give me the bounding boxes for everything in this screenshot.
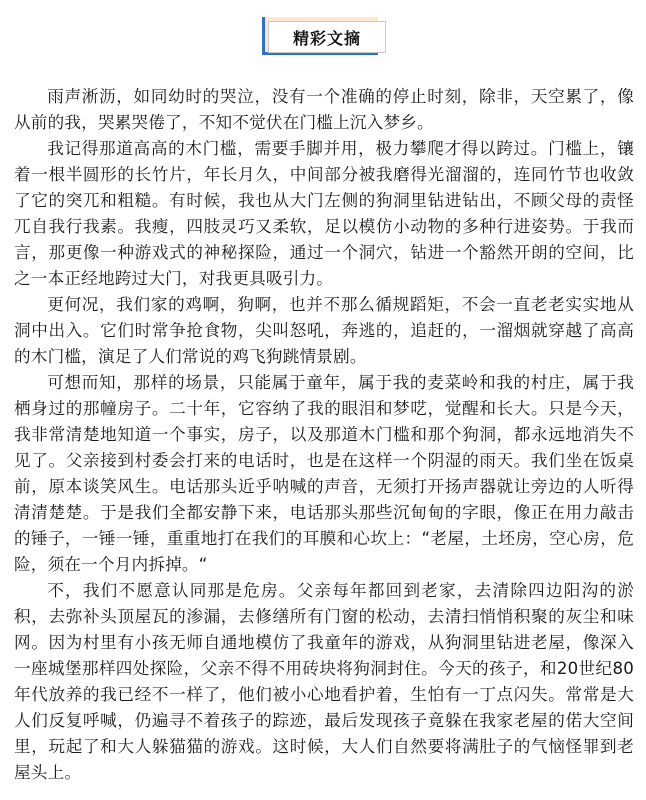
article-body (0, 84, 646, 786)
section-title: 精彩文摘 (268, 21, 386, 53)
paragraph-5: 不，我们不愿意认同那是危房。父亲每年都回到老家，去清除四边阳沟的淤积，去弥补头顶屋瓦的渗漏，去修缮所有门窗的松动，去清扫悄悄积聚的灰尘和味网。因为村里有小孩无师自通地模仿了我童年的游戏，从狗洞里钻进老屋，像深入一座城堡那样四处探险，父亲不得不用砖块将狗洞封住。今天的孩子，和20世纪80年代放养的我已经不一样了，他们被小心地看护着，生怕有一丁点闪失。常常是大人们反复呼喊，仍遍寻不着孩子的踪迹，最后发现孩子竟躲在我家老屋的偌大空间里，玩起了和大人躲猫猫的游戏。这时候，大人们自然要将满肚子的气恼怪罪到老屋头上。 (14, 581, 634, 782)
paragraph-2: 我记得那道高高的木门槛，需要手脚并用，极力攀爬才得以跨过。门槛上，镶着一根半圆形的长竹片，年长月久，中间部分被我磨得光溜溜的，连同竹节也收敛了它的突兀和粗糙。有时候，我也从大门左侧的狗洞里钻进钻出，不顾父母的责怪兀自我行我素。我瘦，四肢灵巧又柔软，足以模仿小动物的多种行进姿势。于我而言，那更像一种游戏式的神秘探险，通过一个洞穴，钻进一个豁然开朗的空间，比之一本正经地跨过大门，对我更具吸引力。 (14, 139, 634, 288)
paragraph-4: 可想而知，那样的场景，只能属于童年，属于我的麦菜岭和我的村庄，属于我栖身过的那幢房子。二十年，它容纳了我的眼泪和梦呓，觉醒和长大。只是今天，我非常清楚地知道一个事实，房子，以及那道木门槛和那个狗洞，都永远地消失不见了。父亲接到村委会打来的电话时，也是在这样一个阴湿的雨天。我们坐在饭桌前，原本谈笑风生。电话那头近乎呐喊的声音，无须打开扬声器就让旁边的人听得清清楚楚。于是我们全都安静下来，电话那头那些沉甸甸的字眼，像正在用力敲击的锤子，一锤一锤，重重地打在我们的耳膜和心坎上：“老屋，土坯房，空心房，危险，须在一个月内拆掉。“ (14, 373, 634, 574)
paragraph-3: 更何况，我们家的鸡啊，狗啊，也并不那么循规蹈矩，不会一直老老实实地从洞中出入。它们时常争抢食物，尖叫怒吼，奔逃的，追赶的，一溜烟就穿越了高高的木门槛，演足了人们常说的鸡飞狗跳情景剧。 (14, 295, 634, 366)
paragraph-1: 雨声淅沥，如同幼时的哭泣，没有一个准确的停止时刻，除非，天空累了，像从前的我，哭累哭倦了，不知不觉伏在门槛上沉入梦乡。 (14, 87, 634, 132)
header (0, 0, 646, 62)
